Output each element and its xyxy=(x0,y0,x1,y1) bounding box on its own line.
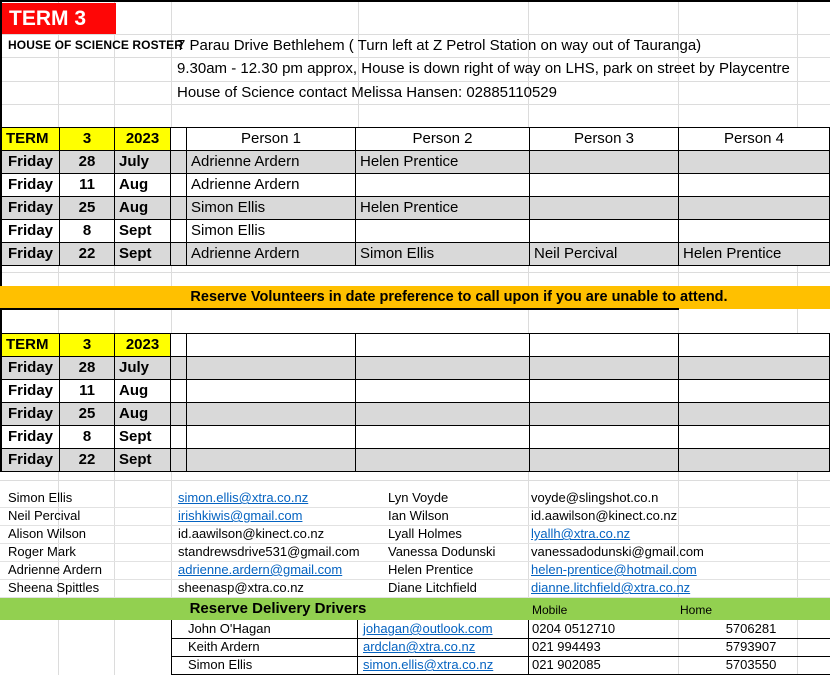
gridline xyxy=(0,272,830,273)
cell-person1[interactable]: Adrienne Ardern xyxy=(187,243,356,266)
driver-email-link[interactable]: johagan@outlook.com xyxy=(363,621,493,636)
cell-person4[interactable] xyxy=(679,403,830,426)
cell-person1[interactable] xyxy=(187,357,356,380)
cell-person4[interactable] xyxy=(679,174,830,197)
roster-row xyxy=(2,151,830,174)
roster-header-row xyxy=(2,128,830,151)
cell-month[interactable]: Sept xyxy=(115,426,171,449)
driver-home: 5793907 xyxy=(725,639,777,654)
reserve-row xyxy=(2,380,830,403)
cell-spacer xyxy=(171,174,187,197)
cell-spacer xyxy=(171,403,187,426)
reserve-row xyxy=(2,426,830,449)
driver-row xyxy=(171,620,830,639)
cell-person1-header[interactable] xyxy=(187,334,356,357)
cell-date[interactable]: 28 xyxy=(60,151,115,174)
cell-day[interactable]: Friday xyxy=(2,220,60,243)
contact-name: Vanessa Dodunski xyxy=(388,544,496,559)
cell-date[interactable]: 22 xyxy=(60,243,115,266)
contact-row xyxy=(0,525,830,544)
cell-spacer xyxy=(171,357,187,380)
cell-person4[interactable] xyxy=(679,357,830,380)
cell-month[interactable]: Aug xyxy=(115,403,171,426)
contact-row xyxy=(0,543,830,562)
driver-home: 5703550 xyxy=(725,657,777,672)
cell-person2[interactable]: Simon Ellis xyxy=(356,243,530,266)
contact-email-link[interactable]: adrienne.ardern@gmail.com xyxy=(178,562,343,577)
cell-term[interactable]: TERM xyxy=(2,334,60,357)
cell-person1[interactable]: Simon Ellis xyxy=(187,197,356,220)
driver-table-border xyxy=(357,620,358,674)
cell-person2[interactable] xyxy=(356,357,530,380)
cell-person2[interactable] xyxy=(356,174,530,197)
mobile-column-header: Mobile xyxy=(532,603,568,617)
contact-name: Alison Wilson xyxy=(8,526,87,541)
cell-day[interactable]: Friday xyxy=(2,380,60,403)
reserve-volunteers-banner: Reserve Volunteers in date preference to call upon if you are unable to attend. xyxy=(0,286,830,309)
cell-month[interactable]: Sept xyxy=(115,220,171,243)
cell-month[interactable]: Aug xyxy=(115,174,171,197)
cell-person2[interactable]: Helen Prentice xyxy=(356,151,530,174)
cell-day[interactable]: Friday xyxy=(2,403,60,426)
contact-name: Roger Mark xyxy=(8,544,76,559)
contact-email: vanessadodunski@gmail.com xyxy=(531,544,704,559)
cell-person1[interactable]: Adrienne Ardern xyxy=(187,151,356,174)
cell-person1[interactable] xyxy=(187,426,356,449)
cell-person1[interactable] xyxy=(187,449,356,472)
gridline xyxy=(0,480,830,481)
cell-month[interactable]: July xyxy=(115,151,171,174)
home-column-header: Home xyxy=(680,603,713,617)
contact-name: Diane Litchfield xyxy=(388,580,477,595)
roster-row xyxy=(2,243,830,266)
cell-person4[interactable] xyxy=(679,449,830,472)
banner-underline xyxy=(0,308,679,310)
term-badge: TERM 3 xyxy=(2,3,116,34)
contact-name: Sheena Spittles xyxy=(8,580,100,595)
cell-person3[interactable] xyxy=(530,174,679,197)
contact-name: Simon Ellis xyxy=(8,490,73,505)
cell-day[interactable]: Friday xyxy=(2,449,60,472)
contact-email-link[interactable]: simon.ellis@xtra.co.nz xyxy=(178,490,309,505)
cell-day[interactable]: Friday xyxy=(2,174,60,197)
cell-person1[interactable] xyxy=(187,403,356,426)
cell-month[interactable]: July xyxy=(115,357,171,380)
cell-person3[interactable]: Neil Percival xyxy=(530,243,679,266)
driver-email-link[interactable]: ardclan@xtra.co.nz xyxy=(363,639,476,654)
cell-person4[interactable] xyxy=(679,220,830,243)
cell-date[interactable]: 11 xyxy=(60,174,115,197)
cell-date[interactable]: 25 xyxy=(60,197,115,220)
cell-person2[interactable] xyxy=(356,403,530,426)
contact-email: id.aawilson@kinect.co.nz xyxy=(178,526,325,541)
cell-person3-header[interactable]: Person 3 xyxy=(530,128,679,151)
delivery-drivers-title: Reserve Delivery Drivers xyxy=(189,600,367,617)
reserve-roster-table xyxy=(1,333,830,472)
cell-person3[interactable] xyxy=(530,403,679,426)
contact-email: voyde@slingshot.co.n xyxy=(531,490,659,505)
cell-person3[interactable] xyxy=(530,220,679,243)
driver-email-link[interactable]: simon.ellis@xtra.co.nz xyxy=(363,657,494,672)
roster-row xyxy=(2,174,830,197)
contact-name: Neil Percival xyxy=(8,508,81,523)
driver-home: 5706281 xyxy=(725,621,777,636)
cell-person2[interactable]: Helen Prentice xyxy=(356,197,530,220)
cell-person4[interactable]: Helen Prentice xyxy=(679,243,830,266)
reserve-row xyxy=(2,357,830,380)
reserve-header-row xyxy=(2,334,830,357)
reserve-row xyxy=(2,449,830,472)
contact-email-link[interactable]: lyallh@xtra.co.nz xyxy=(531,526,631,541)
driver-table-border xyxy=(528,620,529,674)
contact-name: Adrienne Ardern xyxy=(8,562,102,577)
cell-person3[interactable] xyxy=(530,426,679,449)
info-line-address: 7 Parau Drive Bethlehem ( Turn left at Z Petrol Station on way out of Tauranga) xyxy=(177,37,702,54)
cell-person1-header[interactable]: Person 1 xyxy=(187,128,356,151)
contact-name: Helen Prentice xyxy=(388,562,474,577)
driver-name: John O'Hagan xyxy=(188,621,271,636)
cell-person3[interactable] xyxy=(530,380,679,403)
cell-term[interactable]: TERM xyxy=(2,128,60,151)
delivery-drivers-banner xyxy=(0,598,830,620)
cell-spacer xyxy=(171,151,187,174)
driver-mobile: 021 902085 xyxy=(532,657,601,672)
driver-name: Simon Ellis xyxy=(188,657,253,672)
cell-day[interactable]: Friday xyxy=(2,151,60,174)
cell-term-number[interactable]: 3 xyxy=(60,334,115,357)
cell-spacer xyxy=(171,334,187,357)
cell-day[interactable]: Friday xyxy=(2,243,60,266)
cell-spacer xyxy=(171,380,187,403)
gridline xyxy=(0,104,830,105)
cell-day[interactable]: Friday xyxy=(2,197,60,220)
cell-date[interactable]: 11 xyxy=(60,380,115,403)
info-line-contact: House of Science contact Melissa Hansen: 02885110529 xyxy=(177,84,557,101)
cell-day[interactable]: Friday xyxy=(2,357,60,380)
cell-spacer xyxy=(171,197,187,220)
contact-row xyxy=(0,561,830,580)
contact-row xyxy=(0,489,830,508)
cell-person1[interactable]: Simon Ellis xyxy=(187,220,356,243)
cell-person3[interactable] xyxy=(530,357,679,380)
contact-email-link[interactable]: irishkiwis@gmail.com xyxy=(178,508,303,523)
cell-spacer xyxy=(171,128,187,151)
cell-spacer xyxy=(171,220,187,243)
cell-date[interactable]: 28 xyxy=(60,357,115,380)
contact-name: Lyn Voyde xyxy=(388,490,449,505)
cell-date[interactable]: 22 xyxy=(60,449,115,472)
driver-table-border xyxy=(171,620,172,674)
contact-email-link[interactable]: helen-prentice@hotmail.com xyxy=(531,562,697,577)
contact-email: standrewsdrive531@gmail.com xyxy=(178,544,360,559)
cell-spacer xyxy=(171,449,187,472)
cell-spacer xyxy=(171,426,187,449)
cell-month[interactable]: Aug xyxy=(115,380,171,403)
driver-name: Keith Ardern xyxy=(188,639,260,654)
cell-year[interactable]: 2023 xyxy=(115,334,171,357)
cell-person4[interactable] xyxy=(679,426,830,449)
cell-month[interactable]: Sept xyxy=(115,449,171,472)
driver-row xyxy=(171,656,830,675)
cell-person4[interactable] xyxy=(679,151,830,174)
cell-spacer xyxy=(171,243,187,266)
cell-date[interactable]: 25 xyxy=(60,403,115,426)
cell-person3-header[interactable] xyxy=(530,334,679,357)
cell-person4-header[interactable] xyxy=(679,334,830,357)
cell-person2-header[interactable]: Person 2 xyxy=(356,128,530,151)
contact-email: id.aawilson@kinect.co.nz xyxy=(531,508,678,523)
cell-person3[interactable] xyxy=(530,197,679,220)
contact-name: Lyall Holmes xyxy=(388,526,462,541)
driver-mobile: 021 994493 xyxy=(532,639,601,654)
cell-person2[interactable] xyxy=(356,220,530,243)
contact-row xyxy=(0,579,830,598)
cell-date[interactable]: 8 xyxy=(60,220,115,243)
cell-month[interactable]: Sept xyxy=(115,243,171,266)
reserve-row xyxy=(2,403,830,426)
cell-person3[interactable] xyxy=(530,449,679,472)
info-line-time: 9.30am - 12.30 pm approx, House is down right of way on LHS, park on street by Playcentre xyxy=(177,60,790,77)
cell-person4-header[interactable]: Person 4 xyxy=(679,128,830,151)
cell-person3[interactable] xyxy=(530,151,679,174)
cell-person2[interactable] xyxy=(356,449,530,472)
cell-day[interactable]: Friday xyxy=(2,426,60,449)
roster-table xyxy=(1,127,830,266)
contact-name: Ian Wilson xyxy=(388,508,449,523)
cell-person4[interactable] xyxy=(679,197,830,220)
contact-email-link[interactable]: dianne.litchfield@xtra.co.nz xyxy=(531,580,691,595)
contact-email: sheenasp@xtra.co.nz xyxy=(178,580,304,595)
cell-term-number[interactable]: 3 xyxy=(60,128,115,151)
driver-mobile: 0204 0512710 xyxy=(532,621,616,636)
cell-date[interactable]: 8 xyxy=(60,426,115,449)
cell-month[interactable]: Aug xyxy=(115,197,171,220)
driver-row xyxy=(171,638,830,657)
cell-person2[interactable] xyxy=(356,380,530,403)
contact-row xyxy=(0,507,830,526)
cell-person1[interactable] xyxy=(187,380,356,403)
roster-row xyxy=(2,197,830,220)
cell-person2-header[interactable] xyxy=(356,334,530,357)
cell-year[interactable]: 2023 xyxy=(115,128,171,151)
roster-title: HOUSE OF SCIENCE ROSTER xyxy=(8,38,183,52)
cell-person1[interactable]: Adrienne Ardern xyxy=(187,174,356,197)
roster-row xyxy=(2,220,830,243)
border-top xyxy=(0,0,830,2)
cell-person2[interactable] xyxy=(356,426,530,449)
cell-person4[interactable] xyxy=(679,380,830,403)
